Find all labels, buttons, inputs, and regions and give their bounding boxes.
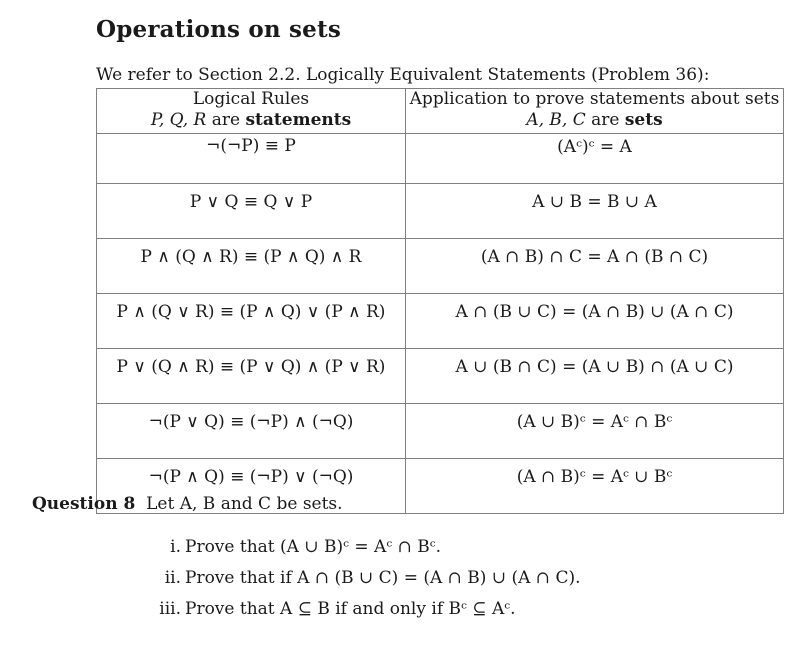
table-row (97, 239, 784, 294)
header-bold: statements (245, 110, 352, 130)
header-subtitle (97, 110, 405, 131)
table-row (97, 184, 784, 239)
application-cell: (Aᶜ)ᶜ = A (406, 134, 784, 184)
item-number: i. (170, 537, 181, 557)
item-number: iii. (159, 599, 181, 619)
list-item (150, 596, 581, 627)
table-row (97, 404, 784, 459)
item-text: Prove that if A ∩ (B ∪ C) = (A ∩ B) ∪ (A ∩ C). (185, 568, 581, 588)
application-cell: (A ∩ B) ∩ C = A ∩ (B ∩ C) (406, 239, 784, 294)
header-mid: are (206, 110, 246, 130)
rule-cell: P ∧ (Q ∨ R) ≡ (P ∧ Q) ∨ (P ∧ R) (97, 294, 406, 349)
list-item (150, 534, 581, 565)
rule-cell: P ∨ Q ≡ Q ∨ P (97, 184, 406, 239)
header-title: Application to prove statements about sets (409, 89, 780, 109)
question-items (150, 534, 581, 627)
header-logical-rules (97, 89, 406, 134)
item-text: Prove that (A ∪ B)ᶜ = Aᶜ ∩ Bᶜ. (185, 537, 442, 557)
application-cell: A ∩ (B ∪ C) = (A ∩ B) ∪ (A ∩ C) (406, 294, 784, 349)
table-header-row (97, 89, 784, 134)
table-row (97, 134, 784, 184)
header-subtitle (406, 110, 783, 131)
table-row (97, 294, 784, 349)
application-cell: A ∪ B = B ∪ A (406, 184, 784, 239)
application-cell: (A ∪ B)ᶜ = Aᶜ ∩ Bᶜ (406, 404, 784, 459)
rule-cell: ¬(P ∨ Q) ≡ (¬P) ∧ (¬Q) (97, 404, 406, 459)
rule-cell: ¬(P ∧ Q) ≡ (¬P) ∨ (¬Q) (97, 459, 406, 514)
header-vars: A, B, C (526, 110, 586, 130)
header-vars: P, Q, R (150, 110, 207, 130)
header-mid: are (585, 110, 625, 130)
question-block (32, 494, 343, 514)
rule-cell: P ∧ (Q ∧ R) ≡ (P ∧ Q) ∧ R (97, 239, 406, 294)
item-text: Prove that A ⊆ B if and only if Bᶜ ⊆ Aᶜ. (185, 599, 516, 619)
intro-text: We refer to Section 2.2. Logically Equivalent Statements (Problem 36): (96, 65, 710, 85)
rule-cell: ¬(¬P) ≡ P (97, 134, 406, 184)
header-title: Logical Rules (192, 89, 310, 109)
question-text: Let A, B and C be sets. (146, 494, 343, 514)
item-number: ii. (164, 568, 181, 588)
list-item (150, 565, 581, 596)
header-application (406, 89, 784, 134)
rule-cell: P ∨ (Q ∧ R) ≡ (P ∨ Q) ∧ (P ∨ R) (97, 349, 406, 404)
application-cell: A ∪ (B ∩ C) = (A ∪ B) ∩ (A ∪ C) (406, 349, 784, 404)
page-title: Operations on sets (96, 16, 341, 43)
header-bold: sets (624, 110, 663, 130)
table-row (97, 349, 784, 404)
application-cell: (A ∩ B)ᶜ = Aᶜ ∪ Bᶜ (406, 459, 784, 514)
equivalence-table (96, 88, 784, 514)
question-label: Question 8 (32, 494, 136, 514)
